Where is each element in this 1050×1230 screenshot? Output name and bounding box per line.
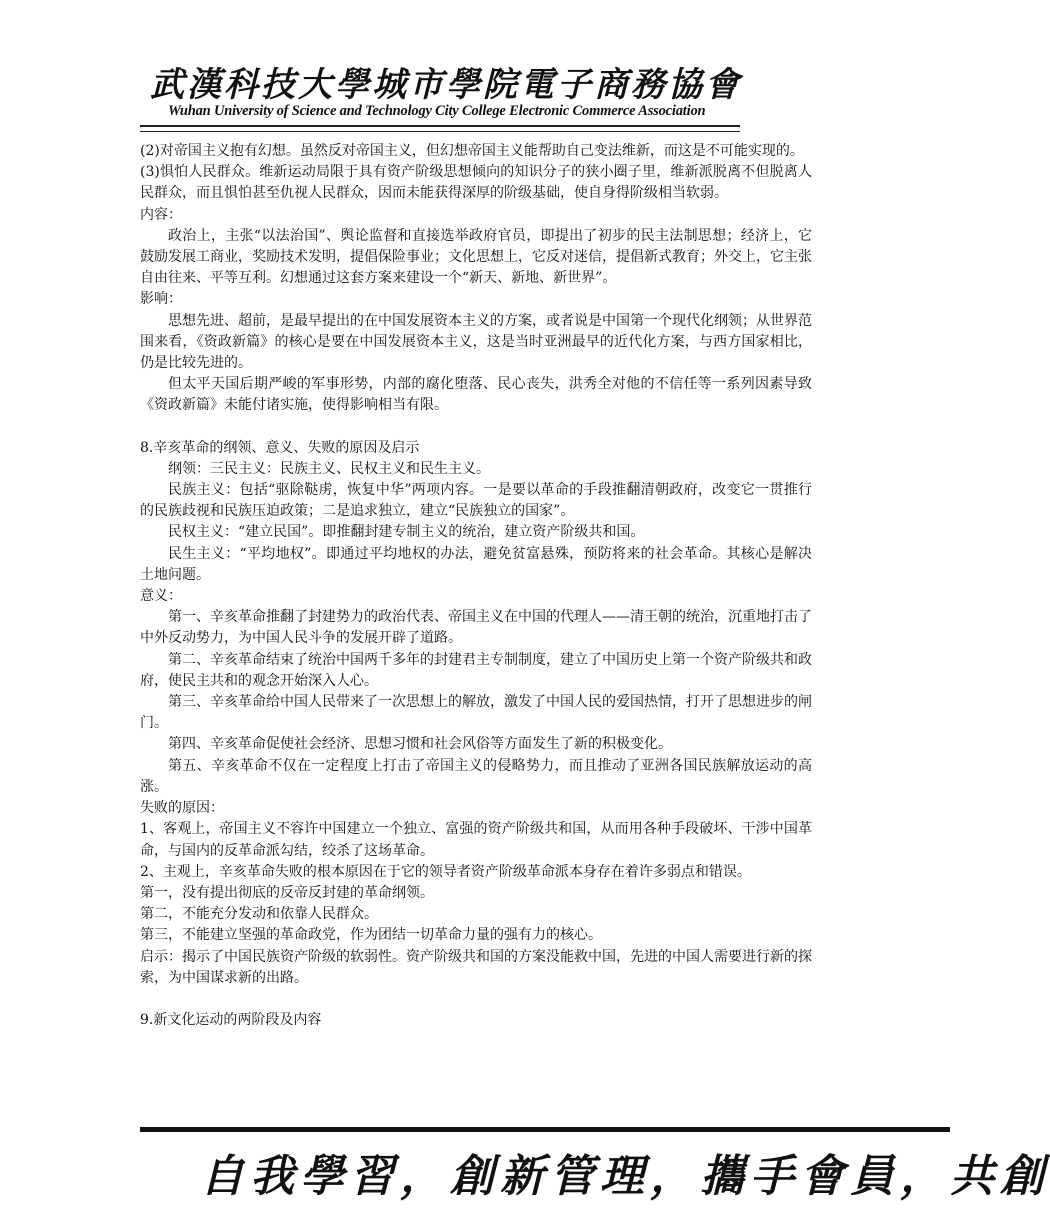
document-body <box>140 141 812 1031</box>
paragraph: 第四、辛亥革命促使社会经济、思想习惯和社会风俗等方面发生了新的积极变化。 <box>168 736 672 753</box>
paragraph: 但太平天国后期严峻的军事形势，内部的腐化堕落、民心丧失，洪秀全对他的不信任等一系列因素导致《资政新篇》未能付诸实施，使得影响相当有限。 <box>140 376 812 414</box>
paragraph: 政治上，主张“以法治国”、舆论监督和直接选举政府官员，即提出了初步的民主法制思想；经济上，它鼓励发展工商业，奖励技术发明，提倡保险事业；文化思想上，它反对迷信，提倡新式教育；外交上，它主张自由往来、平等互利。幻想通过这套方案来建设一个“新天、新地、新世界”。 <box>140 227 812 287</box>
paragraph: 第二、辛亥革命结束了统治中国两千多年的封建君主专制制度，建立了中国历史上第一个资产阶级共和政府，使民主共和的观念开始深入人心。 <box>140 651 812 689</box>
paragraph: 第一，没有提出彻底的反帝反封建的革命纲领。 <box>140 884 434 901</box>
paragraph: 第三、辛亥革命给中国人民带来了一次思想上的解放，激发了中国人民的爱国热情，打开了思想进步的闸门。 <box>140 694 812 732</box>
paragraph: 2、主观上，辛亥革命失败的根本原因在于它的领导者资产阶级革命派本身存在着许多弱点和错误。 <box>140 863 751 880</box>
paragraph-gap <box>140 417 812 438</box>
footer-rule <box>140 1127 950 1132</box>
paragraph: 思想先进、超前，是最早提出的在中国发展资本主义的方案，或者说是中国第一个现代化纲领；从世界范围来看，《资政新篇》的核心是要在中国发展资本主义，这是当时亚洲最早的近代化方案，与西方国家相比，仍是比较先进的。 <box>140 312 812 372</box>
header-rule-thin <box>140 131 740 132</box>
paragraph: 失败的原因： <box>140 800 224 817</box>
paragraph: 意义： <box>140 588 182 605</box>
paragraph: 民族主义：包括“驱除鞑虏，恢复中华”两项内容。一是要以革命的手段推翻清朝政府，改变它一贯推行的民族歧视和民族压迫政策；二是追求独立，建立“民族独立的国家”。 <box>140 482 812 520</box>
paragraph: 纲领：三民主义：民族主义、民权主义和民生主义。 <box>168 460 490 477</box>
header-rule <box>140 125 740 127</box>
paragraph: 第五、辛亥革命不仅在一定程度上打击了帝国主义的侵略势力，而且推动了亚洲各国民族解放运动的高涨。 <box>140 757 812 795</box>
paragraph: 1、客观上，帝国主义不容许中国建立一个独立、富强的资产阶级共和国，从而用各种手段破坏、干涉中国革命，与国内的反革命派勾结，绞杀了这场革命。 <box>140 821 812 859</box>
paragraph: 8.辛亥革命的纲领、意义、失败的原因及启示 <box>140 439 420 456</box>
paragraph: 第二，不能充分发动和依靠人民群众。 <box>140 906 378 923</box>
paragraph: 9.新文化运动的两阶段及内容 <box>140 1011 322 1028</box>
paragraph: (3)惧怕人民群众。维新运动局限于具有资产阶级思想倾向的知识分子的狭小圈子里，维新派脱离不但脱离人民群众，而且惧怕甚至仇视人民群众，因而未能获得深厚的阶级基础，使自身得阶级相当软弱。 <box>140 164 812 202</box>
association-title: 武漢科技大學城市學院電子商務協會 <box>150 65 742 105</box>
paragraph: 第三，不能建立坚强的革命政党，作为团结一切革命力量的强有力的核心。 <box>140 927 602 944</box>
paragraph: 影响： <box>140 291 182 308</box>
paragraph: 民生主义：“平均地权”。即通过平均地权的办法，避免贫富悬殊，预防将来的社会革命。其核心是解决土地问题。 <box>140 545 812 583</box>
association-subtitle: Wuhan University of Science and Technology City College Electronic Commerce Association <box>168 103 706 119</box>
paragraph: 启示：揭示了中国民族资产阶级的软弱性。资产阶级共和国的方案没能救中国，先进的中国人需要进行新的探索，为中国谋求新的出路。 <box>140 948 812 986</box>
paragraph: 内容： <box>140 206 182 223</box>
footer-slogan: 自我學習，創新管理，攜手會員，共創 <box>200 1151 1050 1202</box>
paragraph-gap <box>140 989 812 1010</box>
paragraph: 民权主义：“建立民国”。即推翻封建专制主义的统治，建立资产阶级共和国。 <box>168 524 645 541</box>
paragraph: 第一、辛亥革命推翻了封建势力的政治代表、帝国主义在中国的代理人——清王朝的统治，沉重地打击了中外反动势力，为中国人民斗争的发展开辟了道路。 <box>140 609 812 647</box>
paragraph: (2)对帝国主义抱有幻想。虽然反对帝国主义，但幻想帝国主义能帮助自己变法维新，而这是不可能实现的。 <box>140 143 804 159</box>
